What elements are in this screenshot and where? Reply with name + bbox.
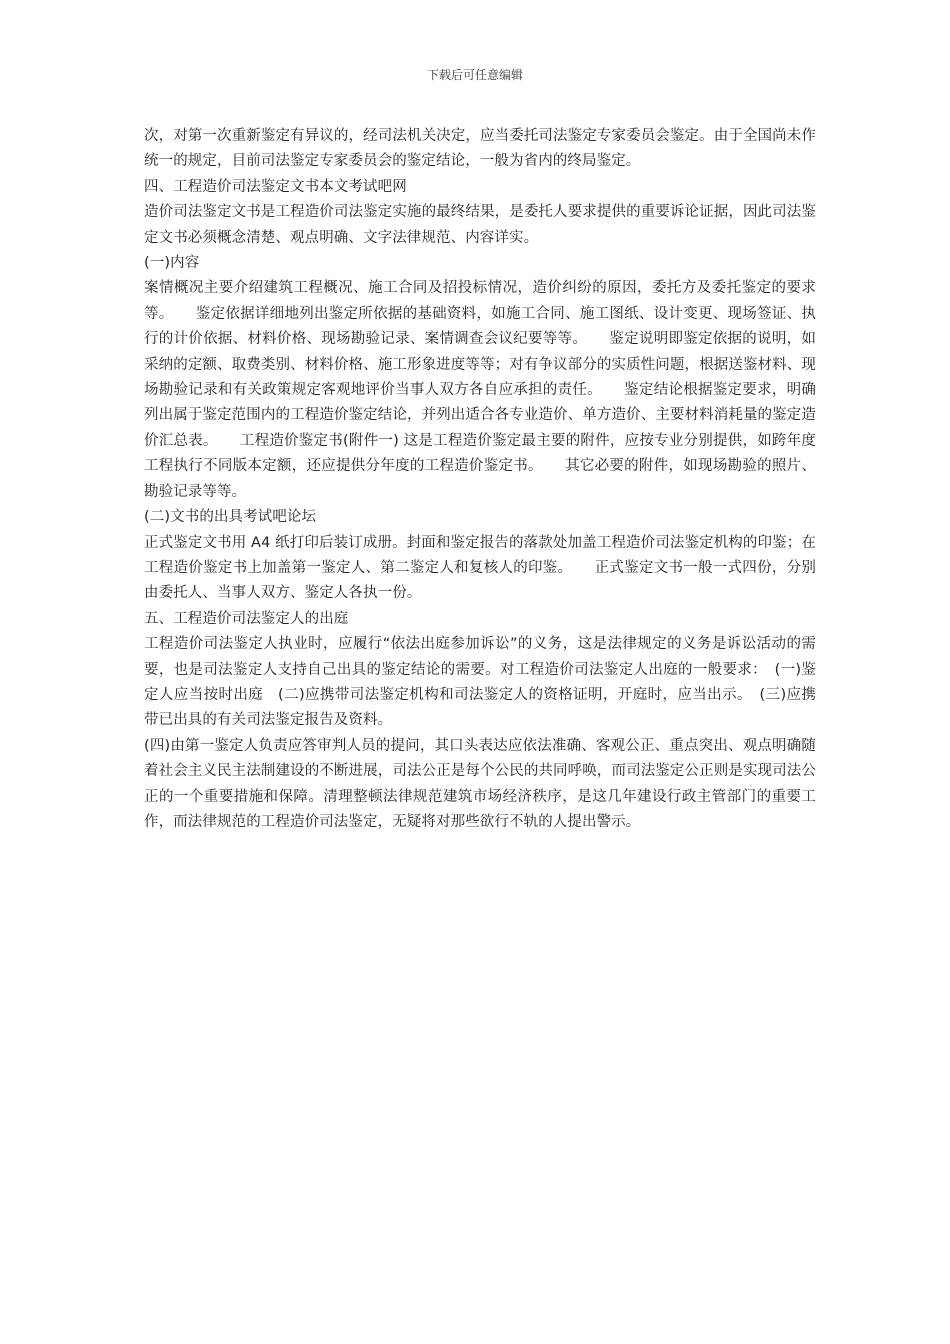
section-heading-5: 五、工程造价司法鉴定人的出庭	[144, 610, 349, 627]
paragraph-appraisal-document: 造价司法鉴定文书是工程造价司法鉴定实施的最终结果，是委托人要求提供的重要诉论证据，因此司法鉴定文书必须概念清楚、观点明确、文字法律规范、内容详实。	[144, 204, 816, 246]
paragraph-document-issuance: 正式鉴定文书用 A4 纸打印后装订成册。封面和鉴定报告的落款处加盖工程造价司法鉴定机构的印鉴；在工程造价鉴定书上加盖第一鉴定人、第二鉴定人和复核人的印鉴。 正式鉴定文书一般一式四份，分别由委托人、当事人双方、鉴定人各执一份。	[144, 534, 816, 602]
subheading-content: (一)内容	[144, 255, 200, 272]
paragraph-court-requirement-4: (四)由第一鉴定人负责应答审判人员的提问，其口头表达应依法准确、客观公正、重点突出、观点明确随着社会主义民主法制建设的不断进展，司法公正是每个公民的共同呼唤，而司法鉴定公正则是实现司法公正的一个重要措施和保障。清理整顿法律规范建筑市场经济秩序，是这几年建设行政主管部门的重要工作，而法律规范的工程造价司法鉴定，无疑将对那些欲行不轨的人提出警示。	[144, 737, 816, 830]
document-body	[144, 124, 816, 835]
section-heading-4: 四、工程造价司法鉴定文书本文考试吧网	[144, 178, 407, 195]
paragraph-continuation: 次，对第一次重新鉴定有异议的，经司法机关决定，应当委托司法鉴定专家委员会鉴定。由于全国尚未作统一的规定，目前司法鉴定专家委员会的鉴定结论，一般为省内的终局鉴定。	[144, 128, 816, 170]
page-header: 下载后可任意编辑	[426, 68, 523, 82]
subheading-document-issuance: (二)文书的出具考试吧论坛	[144, 509, 317, 526]
paragraph-content-details: 案情概况主要介绍建筑工程概况、施工合同及招投标情况，造价纠纷的原因，委托方及委托鉴定的要求等。 鉴定依据详细地列出鉴定所依据的基础资料，如施工合同、施工图纸、设计变更、现场签证、执行的计价依据、材料价格、现场勘验记录、案情调查会议纪要等等。 鉴定说明即鉴定依据的说明，如采纳的定额、取费类别、材料价格、施工形象进度等等；对有争议部分的实质性问题，根据送鉴材料、现场勘验记录和有关政策规定客观地评价当事人双方各自应承担的责任。 鉴定结论根据鉴定要求，明确列出属于鉴定范围内的工程造价鉴定结论，并列出适合各专业造价、单方造价、主要材料消耗量的鉴定造价汇总表。 工程造价鉴定书(附件一) 这是工程造价鉴定最主要的附件，应按专业分别提供，如跨年度工程执行不同版本定额，还应提供分年度的工程造价鉴定书。 其它必要的附件，如现场勘验的照片、勘验记录等等。	[144, 280, 816, 500]
paragraph-court-appearance: 工程造价司法鉴定人执业时，应履行“依法出庭参加诉讼”的义务，这是法律规定的义务是诉讼活动的需要，也是司法鉴定人支持自己出具的鉴定结论的需要。对工程造价司法鉴定人出庭的一般要求： (一)鉴定人应当按时出庭 (二)应携带司法鉴定机构和司法鉴定人的资格证明，开庭时，应当出示。 (三)应携带已出具的有关司法鉴定报告及资料。	[144, 636, 816, 729]
